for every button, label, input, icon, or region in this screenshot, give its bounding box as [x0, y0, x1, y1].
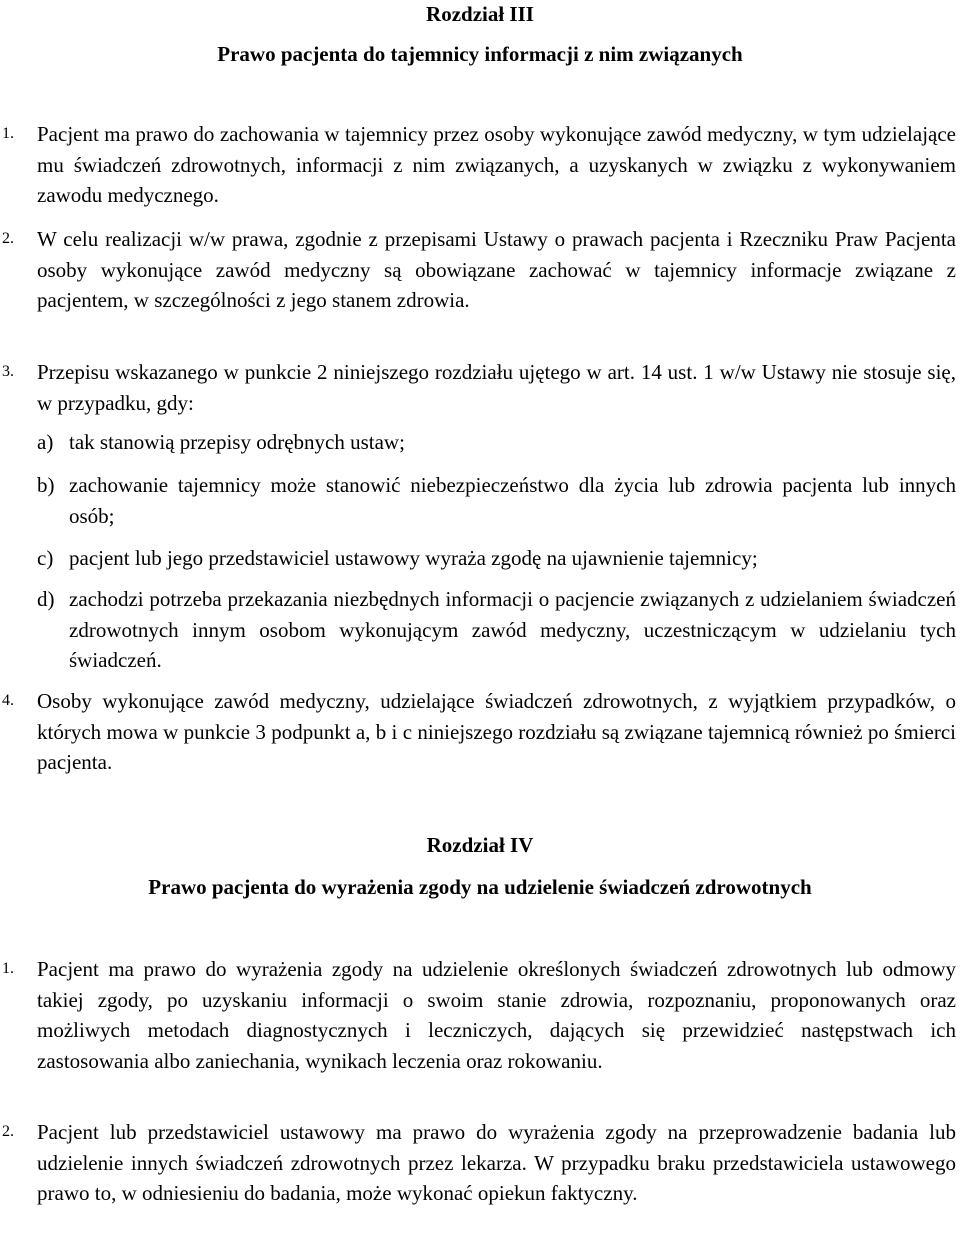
sub-text: zachowanie tajemnicy może stanowić niebezpieczeństwo dla życia lub zdrowia pacjenta lub innych osób; — [69, 473, 956, 528]
ch3-item-3-sub-d — [37, 584, 956, 676]
item-number: 2. — [2, 230, 14, 247]
chapter-3-subtitle: Prawo pacjenta do tajemnicy informacji z nim związanych — [217, 42, 743, 66]
sub-letter: b) — [37, 473, 55, 497]
item-text: Pacjent ma prawo do wyrażenia zgody na udzielenie określonych świadczeń zdrowotnych lub odmowy takiej zgody, po uzyskaniu informacji o swoim stanie zdrowia, rozpoznaniu, proponowanych oraz możliwych metodach diagnostycznych i leczniczych, dających się przewidzieć następstwach ich zastosowania albo zaniechania, wynikach leczenia oraz rokowaniu. — [37, 957, 956, 1073]
ch4-item-2 — [2, 1117, 956, 1209]
item-number: 1. — [2, 960, 14, 977]
chapter-4-subtitle: Prawo pacjenta do wyrażenia zgody na udzielenie świadczeń zdrowotnych — [148, 875, 812, 899]
item-text: Osoby wykonujące zawód medyczny, udzielające świadczeń zdrowotnych, z wyjątkiem przypadków, o których mowa w punkcie 3 podpunkt a, b i c niniejszego rozdziału są związane tajemnicą również po śmierci pacjenta. — [37, 689, 956, 774]
chapter-4-title: Rozdział IV — [426, 833, 534, 857]
sub-letter: c) — [37, 546, 54, 570]
ch3-item-4 — [2, 686, 956, 778]
ch3-item-1 — [2, 119, 956, 211]
ch3-item-3 — [2, 357, 956, 418]
sub-text: zachodzi potrzeba przekazania niezbędnych informacji o pacjencie związanych z udzielaniem świadczeń zdrowotnych innym osobom wykonującym zawód medyczny, uczestniczącym w udzielaniu tych świadczeń. — [69, 587, 956, 672]
item-number: 3. — [2, 363, 14, 380]
ch3-item-3-sub-b — [37, 470, 956, 531]
sub-letter: a) — [37, 430, 54, 454]
sub-letter: d) — [37, 587, 55, 611]
item-number: 2. — [2, 1123, 14, 1140]
item-text: Przepisu wskazanego w punkcie 2 niniejszego rozdziału ujętego w art. 14 ust. 1 w/w Ustawy nie stosuje się, w przypadku, gdy: — [37, 360, 956, 415]
item-text: Pacjent lub przedstawiciel ustawowy ma prawo do wyrażenia zgody na przeprowadzenie badania lub udzielenie innych świadczeń zdrowotnych przez lekarza. W przypadku braku przedstawiciela ustawowego prawo to, w odniesieniu do badania, może wykonać opiekun faktyczny. — [37, 1120, 956, 1205]
item-text: Pacjent ma prawo do zachowania w tajemnicy przez osoby wykonujące zawód medyczny, w tym udzielające mu świadczeń zdrowotnych, informacji z nim związanych, a uzyskanych w związku z wykonywaniem zawodu medycznego. — [37, 122, 956, 207]
item-number: 1. — [2, 125, 14, 142]
ch3-item-3-sub-a — [37, 427, 956, 458]
item-number: 4. — [2, 692, 14, 709]
ch3-item-3-sub-c — [37, 543, 956, 574]
item-text: W celu realizacji w/w prawa, zgodnie z przepisami Ustawy o prawach pacjenta i Rzeczniku Praw Pacjenta osoby wykonujące zawód medyczny są obowiązane zachować w tajemnicy informacje związane z pacjentem, w szczególności z jego stanem zdrowia. — [37, 227, 956, 312]
sub-text: tak stanowią przepisy odrębnych ustaw; — [69, 430, 405, 454]
ch4-item-1 — [2, 954, 956, 1076]
ch3-item-2 — [2, 224, 956, 316]
sub-text: pacjent lub jego przedstawiciel ustawowy wyraża zgodę na ujawnienie tajemnicy; — [69, 546, 758, 570]
chapter-3-title: Rozdział III — [426, 2, 534, 26]
